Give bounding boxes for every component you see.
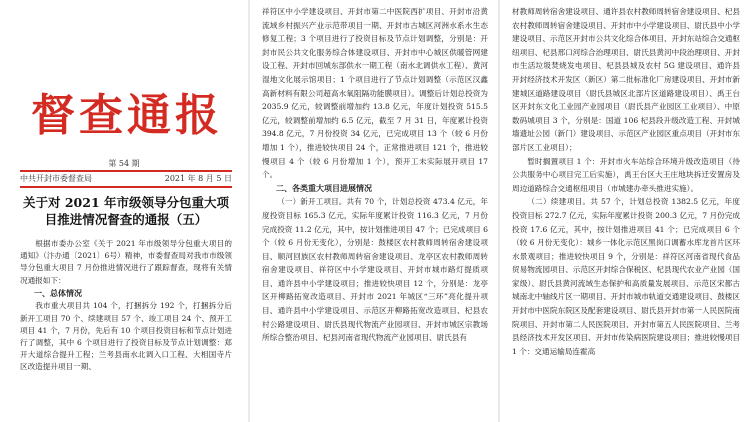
report-title: 关于对 2021 年市级领导分包重大项目推进情况督查的通报（五）: [23, 195, 229, 227]
overview-paragraph: 我市重大项目共 104 个，打捆拆分 192 个，打捆拆分后新开工项目 70 个、续建项目 57 个、竣工项目 24 个、预开工项目 41 个，7 月份，先后有 10 个项目投资目标和节点计划进行了调整，其中 6 个项目进行了投资目标及节点计划调整：郑开大道综合提升工程；兰考县南水北调入口工程、大相国寺片区改造提升项目一期、: [20, 301, 232, 372]
page-2-body: [262, 5, 488, 345]
issue-date: 2021 年 8 月 5 日: [164, 174, 232, 183]
issuer-row: [20, 173, 232, 184]
masthead-title: 督查通报: [31, 90, 223, 141]
issue-number: 第 54 期: [108, 159, 140, 168]
document-page-3: [500, 0, 750, 422]
continued-paragraph: 材教师周转宿舍建设项目、通许县农村教师周转宿舍建设项目、杞县农村教师周转宿舍建设项目、开封市中小学建设项目、尉氏县中小学建设项目、示范区开封市公共文化综合体项目、开封东站综合交通枢纽项目、杞县邢口河综合治理项目、尉氏县黄河中段治理项目、开封市生活垃圾焚烧发电项目、杞县县城及农村 5G 建设项目、通许县开封经济技术开发区（新区）第二批标准化厂房建设项目、开封市新建城区道路建设项目（尉氏县城区北部片区道路建设项目）、禹王台区开封东文化工业园产业园项目（尉氏县产业园区工业项目）、中原数码城项目 3 个，分别是：国道 106 杞县段升级改造工程、开封城墙遗址公园（新门）建设项目、示范区产业园区重点项目（开封市东部片区工业项目）；: [512, 7, 740, 152]
red-divider-bottom: [20, 186, 232, 188]
continuing-projects-paragraph: （二）续建项目。共 57 个，计划总投资 1382.5 亿元，年度投资目标 272.7 亿元，实际年度累计投资 200.3 亿元，7 月份完成投资 17.6 亿元，其中，按计划推进项目 41 个；已完成项目 6 个（较 6 月份无变化）：城乡一体化示范区黑岗口调蓄水库龙首片区环水景观项目；推进较快项目 9 个，分别是：祥符区河南省现代食品贸易物流园项目、示范区开封综合保税区、杞县现代农业产业园（国家级）、尉氏县黄河流域生态保护和高质量发展项目、示范区宋都古城南北中轴线片区一期项目、开封市城市轨道交通建设项目、鼓楼区开封市中医院东院区及配套建设项目、尉氏县开封市第一人民医院南院项目、开封市第二人民医院项目、开封市第五人民医院项目、兰考县经济技术开发区项目、开封市传染病医院建设项目；推进较慢项目 1 个：交通运输局连霍高: [512, 197, 740, 356]
red-divider-top: [20, 170, 232, 172]
document-page-1: [0, 0, 248, 422]
document-page-2: [250, 0, 498, 422]
section-heading-overview: 一、总体情况: [34, 287, 82, 298]
suspended-projects-paragraph: 暂时搁置项目 1 个：开封市火车站综合环境升级改造项目（待公共服务中心项目完工后实施），禹王台区大王庄地块拆迁安置房及周边道路综合交通枢纽项目（市城建办牵头推进实施）。: [512, 156, 740, 193]
page-3-body: [512, 5, 740, 358]
section-heading-progress: 二、各类重大项目进展情况: [276, 182, 372, 193]
intro-paragraph: 根据市委办公室《关于 2021 年市级领导分包重大项目的通知》（汴办通〔2021〕6号）精神，市委督查局对我市市级领导分包重大项目 7 月份推进情况进行了跟踪督查，现将有关情况通报如下：: [20, 239, 232, 285]
new-projects-paragraph: （一）新开工项目。共有 70 个，计划总投资 473.4 亿元，年度投资目标 165.3 亿元，实际年度累计投资 116.3 亿元，7 月份完成投资 11.2 亿元，其中，按计划推进项目 47 个；已完成项目 6 个（较 6 月份无变化），分别是：鼓楼区农村教师周转宿舍建设项目、顺河回族区农村教师周转宿舍建设项目、龙亭区农村教师周转宿舍建设项目、祥符区中小学建设项目、开封市城市路灯提质项目、通许县中小学建设项目；推进较快项目 12 个，分别是：龙亭区开柳路拓宽改造项目、开封市 2021 年城区“三环”亮化提升项目、通许县中小学建设项目、示范区开柳路拓宽改造项目、杞县农村公路建设项目、尉氏县现代物流产业园项目、开封市城区宗教场所综合整治项目、杞县河南省现代物流产业园项目、尉氏县有: [262, 197, 488, 343]
issuer: 中共开封市委督查局: [20, 174, 92, 183]
page-1-body: [20, 238, 232, 374]
continued-paragraph: 祥符区中小学建设项目、开封市第二中医院西扩项目、开封市沿黄流域乡村振兴产业示范带项目一期、开封市古城区河洲水系水生态修复工程；3 个项目进行了投资目标及节点计划调整，分别是：开封市民公共文化服务综合体建设项目、开封市中心城区供暖管网建设工程、开封市回城东部供水一期工程（南水北调供水工程）、黄河湿地文化展示馆项目；1 个项目进行了节点计划调整（示范区汉鑫高新材料有限公司超高水氧阻隔功能膜项目）。调整后计划总投资为 2035.9 亿元，较调整前增加约 13.8 亿元，年度计划投资 515.5 亿元，较调整前增加约 6.5 亿元，截至 7 月 31 日，年度累计投资 394.8 亿元，7 月份投资 34 亿元，已完成项目 13 个（较 6 月份增加 1 个），推进较快项目 24 个，正常推进项目 121 个，推进较慢项目 4 个（较 6 月份增加 1 个），预开工未实际展开项目 17 个。: [262, 7, 488, 180]
